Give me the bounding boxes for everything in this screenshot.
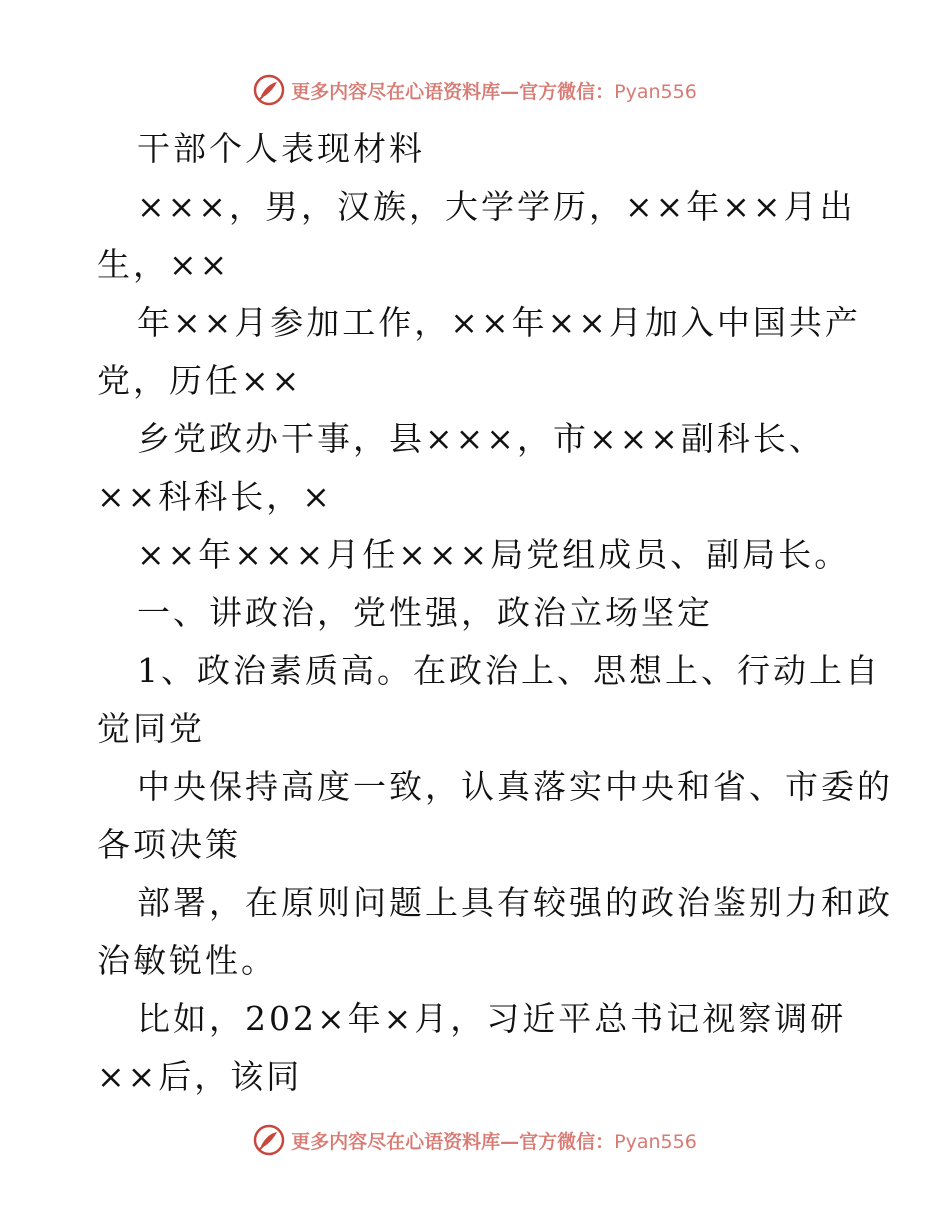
document-body [97, 120, 893, 1106]
document-line: 年××月参加工作，××年××月加入中国共产 [137, 303, 861, 342]
document-line: 比如，202×年×月，习近平总书记视察调研 [137, 999, 847, 1038]
document-line: 各项决策 [97, 825, 241, 864]
footer-wechat-id: Pyan556 [614, 1130, 697, 1153]
document-line: 中央保持高度一致，认真落实中央和省、市委的 [137, 767, 893, 806]
document-line: ×××，男，汉族，大学学历，××年××月出 [137, 187, 856, 226]
document-line: 党，历任×× [97, 361, 303, 400]
pen-logo-icon [253, 74, 285, 106]
document-line: 一、讲政治，党性强，政治立场坚定 [137, 593, 713, 632]
footer-banner [0, 1120, 950, 1160]
document-line: ××年×××月任×××局党组成员、副局长。 [137, 535, 851, 574]
document-line: 觉同党 [97, 709, 205, 748]
header-wechat-id: Pyan556 [614, 80, 697, 103]
footer-banner-text: 更多内容尽在心语资料库—官方微信：Pyan556 [291, 1130, 697, 1153]
document-line: 生，×× [97, 245, 231, 284]
document-line: 治敏锐性。 [97, 941, 277, 980]
document-line: 干部个人表现材料 [137, 129, 425, 168]
document-line: ××后，该同 [97, 1057, 303, 1096]
document-line: ××科科长，× [97, 477, 333, 516]
document-line: 部署，在原则问题上具有较强的政治鉴别力和政 [137, 883, 893, 922]
document-line: 乡党政办干事，县×××，市×××副科长、 [137, 419, 825, 458]
header-banner-text: 更多内容尽在心语资料库—官方微信：Pyan556 [291, 80, 697, 103]
header-banner [0, 70, 950, 110]
document-line: 1、政治素质高。在政治上、思想上、行动上自 [137, 651, 881, 690]
pen-logo-icon [253, 1124, 285, 1156]
